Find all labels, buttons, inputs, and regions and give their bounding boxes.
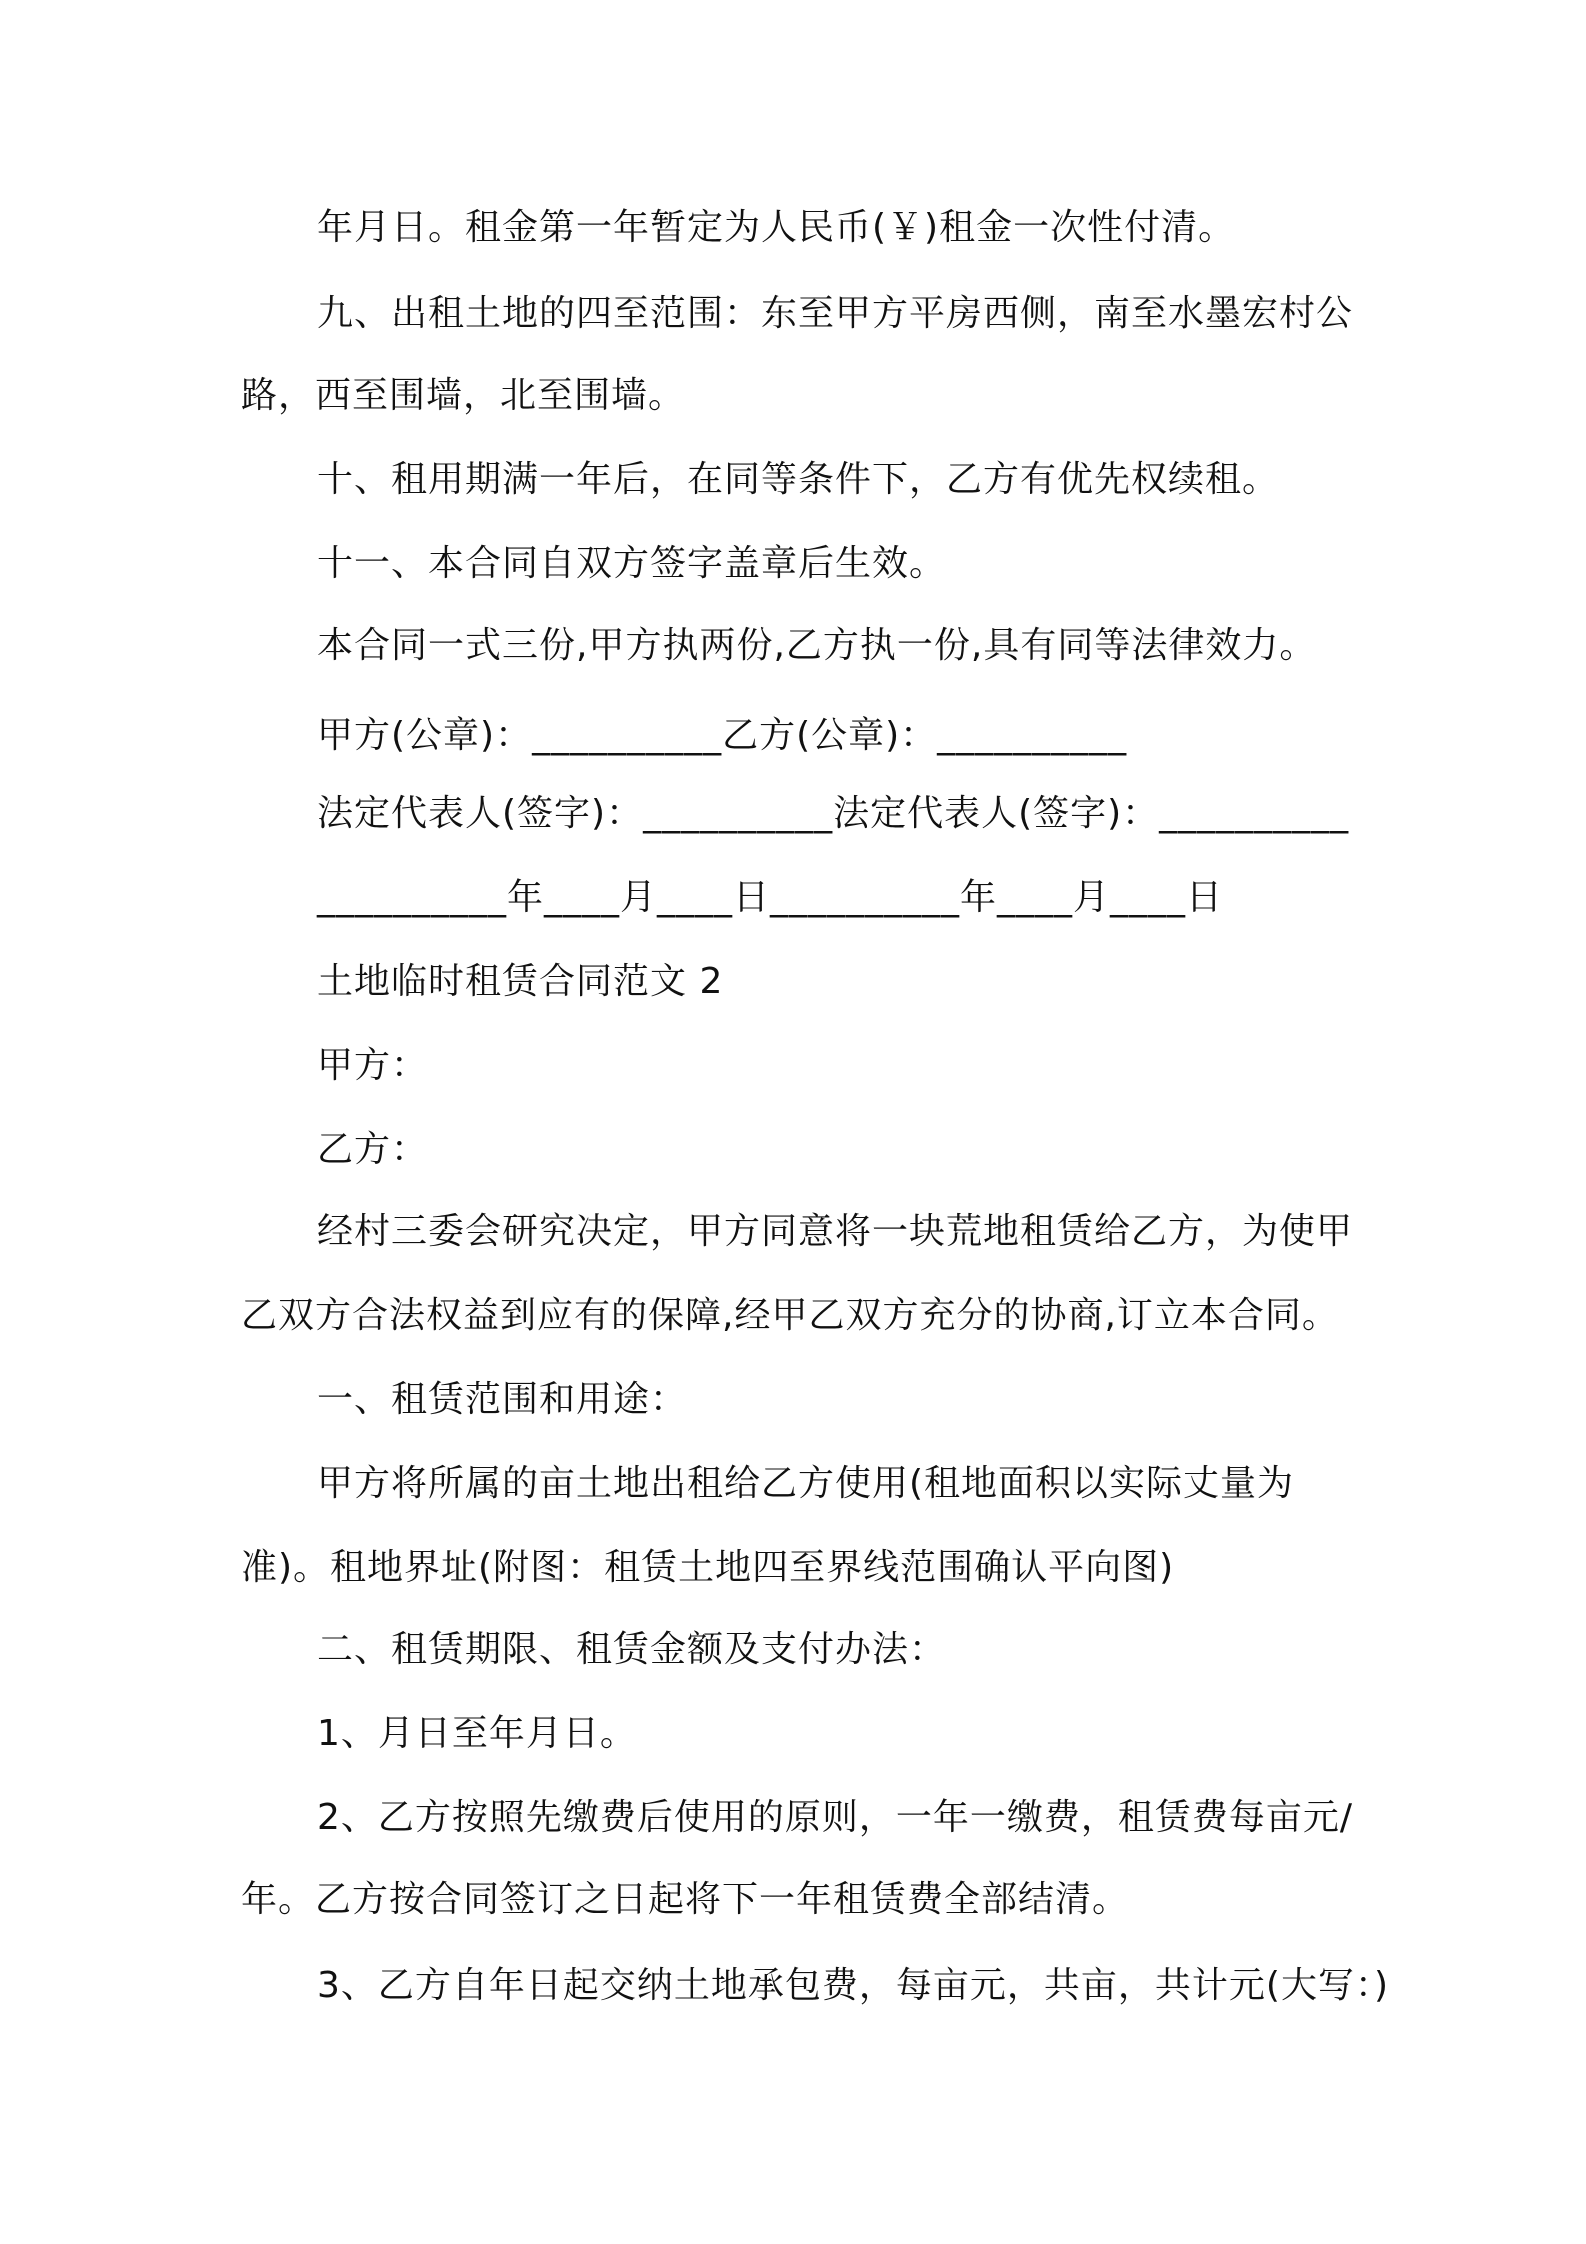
text-line: 准)。租地界址(附图：租赁土地四至界线范围确认平向图) xyxy=(241,1547,1175,1588)
party-a-label: 甲方： xyxy=(317,1045,429,1086)
signature-line-date: __________年____月____日__________年____月____日 xyxy=(317,877,1223,918)
text-line: 路，西至围墙，北至围墙。 xyxy=(241,375,686,416)
text-line: 年。乙方按合同签订之日起将下一年租赁费全部结清。 xyxy=(241,1879,1130,1920)
signature-line-seal: 甲方(公章)：__________乙方(公章)：__________ xyxy=(317,715,1128,756)
text-line: 甲方将所属的亩土地出租给乙方使用(租地面积以实际丈量为 xyxy=(317,1463,1295,1504)
text-line: 本合同一式三份,甲方执两份,乙方执一份,具有同等法律效力。 xyxy=(317,625,1317,666)
party-b-label: 乙方： xyxy=(317,1129,429,1170)
text-line: 2、乙方按照先缴费后使用的原则，一年一缴费，租赁费每亩元/ xyxy=(317,1797,1354,1838)
signature-line-representative: 法定代表人(签字)：__________法定代表人(签字)：__________ xyxy=(317,793,1350,834)
text-line: 3、乙方自年日起交纳土地承包费，每亩元，共亩，共计元(大写：) xyxy=(317,1965,1389,2006)
text-line: 九、出租土地的四至范围：东至甲方平房西侧，南至水墨宏村公 xyxy=(317,293,1354,334)
text-line: 1、月日至年月日。 xyxy=(317,1713,637,1754)
text-line: 十一、本合同自双方签字盖章后生效。 xyxy=(317,543,947,584)
text-line: 乙双方合法权益到应有的保障,经甲乙双方充分的协商,订立本合同。 xyxy=(241,1295,1339,1336)
text-line: 经村三委会研究决定，甲方同意将一块荒地租赁给乙方，为使甲 xyxy=(317,1211,1354,1252)
section-title: 土地临时租赁合同范文 2 xyxy=(317,961,724,1002)
text-line: 年月日。租金第一年暂定为人民币(￥)租金一次性付清。 xyxy=(317,207,1236,248)
clause-heading: 二、租赁期限、租赁金额及支付办法： xyxy=(317,1629,947,1670)
clause-heading: 一、租赁范围和用途： xyxy=(317,1379,688,1420)
text-line: 十、租用期满一年后，在同等条件下，乙方有优先权续租。 xyxy=(317,459,1280,500)
